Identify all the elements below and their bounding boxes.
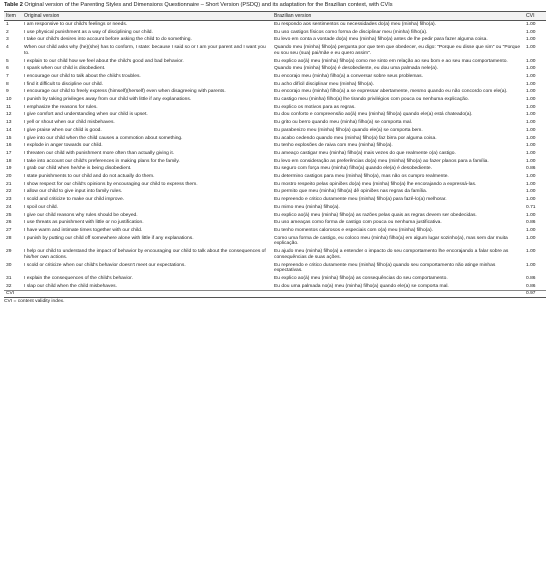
item-number: 1 [6, 22, 9, 27]
table-row [4, 135, 546, 143]
table-row [4, 150, 546, 158]
table-row [4, 248, 546, 261]
table-row [4, 173, 546, 181]
item-number: 4 [6, 45, 9, 51]
original-text: I scold and criticize to make our child improve. [24, 197, 125, 203]
item-number: 19 [6, 166, 12, 172]
brazilian-text: Eu grito ou berro quando meu (minha) filho(a) se comporta mal. [274, 120, 413, 126]
original-text: I allow our child to give input into family rules. [24, 189, 123, 195]
table-header-row [4, 12, 546, 21]
table-row [4, 275, 546, 283]
cvi-value: 1.00 [526, 174, 536, 180]
table-caption [4, 2, 546, 9]
brazilian-text: Eu explico ao(à) meu (minha) filho(a) como me sinto em relação ao seu bom e ao seu mau comportamento. [274, 58, 508, 64]
original-text: I have warm and intimate times together with our child. [24, 227, 143, 233]
table-row [4, 104, 546, 112]
brazilian-text: Quando meu (minha) filho(a) pergunta por que tem que obedecer, eu digo: "Porque eu disse que sim" ou "Porque eu sou seu (sua) pai/mãe e eu quero assim". [274, 45, 521, 56]
cvi-value: 1.00 [526, 45, 536, 51]
table-footnote: CVI = content validity index. [4, 299, 65, 305]
original-text: I explode in anger towards our child. [24, 143, 103, 149]
original-text: I state punishments to our child and do not actually do them. [24, 174, 155, 180]
item-number: 7 [6, 73, 9, 79]
table-row [4, 188, 546, 196]
original-text: I show respect for our child's opinions by encouraging our child to express them. [24, 181, 198, 187]
header-original: Original version [22, 12, 272, 21]
table-row [4, 196, 546, 204]
brazilian-text: Eu ameaço castigar meu (minha) filho(a) mais vezes do que realmente o(a) castigo. [274, 150, 456, 156]
brazilian-text: Eu seguro com força meu (minha) filho(a) quando ele(a) é desobediente. [274, 166, 432, 172]
brazilian-text: Eu explico ao(à) meu (minha) filho(a) as razões pelas quais as regras devem ser obedecidas. [274, 212, 477, 218]
cvi-value: 1.00 [526, 135, 536, 141]
cvi-value: 0.86 [526, 275, 536, 281]
original-text: I give comfort and understanding when our child is upset. [24, 112, 148, 118]
table-row [4, 111, 546, 119]
brazilian-text: Eu repreendo e critico duramente meu (minha) filho(a) quando seu comportamento não atinge minhas expectativas. [274, 262, 496, 274]
brazilian-text: Eu castigo meu (minha) filho(a) lhe tirando privilégios com pouca ou nenhuma explicação. [274, 97, 469, 103]
table-figure [4, 0, 546, 305]
item-number: 22 [6, 189, 12, 195]
table-row [4, 283, 546, 291]
brazilian-text: Eu dou uma palmada no(a) meu (minha) filho(a) quando ele(a) se comporta mal. [274, 283, 449, 289]
item-number: 21 [6, 181, 12, 187]
cvi-value: 0.86 [526, 166, 536, 172]
header-cvi: CVI [524, 12, 546, 21]
table-row [4, 181, 546, 189]
original-text: I encourage our child to talk about the child's troubles. [24, 73, 141, 79]
cvi-value: 1.00 [526, 189, 536, 195]
item-number: 30 [6, 262, 12, 268]
brazilian-text: Eu mimo meu (minha) filho(a). [274, 204, 340, 210]
brazilian-text: Eu explico ao(à) meu (minha) filho(a) as consequências do seu comportamento. [274, 275, 448, 281]
item-number: 6 [6, 66, 9, 72]
cvi-value: 1.00 [526, 104, 536, 110]
table-row [4, 73, 546, 81]
summary-spacer [272, 291, 524, 298]
header-brazilian: Brazilian version [272, 12, 524, 21]
brazilian-text: Eu determino castigos para meu (minha) filho(a), mas não os cumpro realmente. [274, 174, 449, 180]
cvi-value: 1.00 [526, 150, 536, 156]
original-text: I use threats as punishment with little or no justification. [24, 220, 144, 226]
cvi-value: 1.00 [526, 212, 536, 218]
item-number: 23 [6, 197, 12, 203]
table-row [4, 81, 546, 89]
brazilian-text: Eu respondo aos sentimentos ou necessidades do(a) meu (minha) filho(a). [274, 22, 437, 27]
item-number: 25 [6, 212, 12, 218]
cvi-value: 1.00 [526, 143, 536, 149]
item-number: 11 [6, 104, 12, 110]
original-text: I punish by taking privileges away from our child with little if any explanations. [24, 97, 192, 103]
item-number: 32 [6, 283, 12, 289]
cvi-value: 1.00 [526, 29, 536, 35]
table-row [4, 212, 546, 220]
item-number: 2 [6, 29, 9, 35]
cvi-value: 1.00 [526, 127, 536, 133]
table-row [4, 262, 546, 275]
brazilian-text: Eu tenho momentos calorosos e especiais com o(a) meu (minha) filho(a). [274, 227, 434, 233]
brazilian-text: Eu tenho explosões de raiva com meu (minha) filho(a). [274, 143, 393, 149]
cvi-value: 0.86 [526, 220, 536, 226]
brazilian-text: Eu uso ameaças como forma de castigo com pouca ou nenhuma justificativa. [274, 220, 442, 226]
table-row [4, 227, 546, 235]
summary-row [4, 291, 546, 298]
cvi-value: 1.00 [526, 73, 536, 79]
item-number: 15 [6, 135, 12, 141]
brazilian-text: Eu levo em consideração as preferências do(a) meu (minha) filho(a) ao fazer planos para a família. [274, 158, 489, 164]
table-row [4, 219, 546, 227]
table-row [4, 65, 546, 73]
summary-value: 0.97 [524, 291, 546, 298]
brazilian-text: Eu acho difícil disciplinar meu (minha) filho(a). [274, 81, 375, 87]
cvi-value: 1.00 [526, 66, 536, 72]
cvi-value: 1.00 [526, 227, 536, 233]
cvi-value: 1.00 [526, 120, 536, 126]
brazilian-text: Eu ajudo meu (minha) filho(a) a entender o impacto do seu comportamento lhe encorajando a falar sobre as consequências de suas ações. [274, 249, 509, 260]
item-number: 17 [6, 150, 12, 156]
original-text: When our child asks why (he)(she) has to conform, I state: because I said so or I am your parent and I want you to. [24, 45, 266, 56]
item-number: 3 [6, 37, 9, 43]
item-number: 18 [6, 158, 12, 164]
item-number: 12 [6, 112, 12, 118]
cvi-value: 1.00 [526, 262, 536, 268]
cvi-value: 1.00 [526, 89, 536, 95]
original-text: I am responsive to our child's feelings or needs. [24, 22, 128, 27]
item-number: 14 [6, 127, 12, 133]
table-title: Original version of the Parenting Styles and Dimensions Questionnaire – Short Version (PSDQ) and its adaptation for the Brazilian context, with CVIs [24, 2, 393, 8]
original-text: I use physical punishment as a way of disciplining our child. [24, 29, 153, 35]
cvi-value: 1.00 [526, 112, 536, 118]
original-text: I help our child to understand the impact of behavior by encouraging our child to talk about the consequences of his/her own actions. [24, 249, 266, 260]
item-number: 27 [6, 227, 12, 233]
table-row [4, 142, 546, 150]
original-text: I explain the consequences of the child's behavior. [24, 275, 133, 281]
summary-label: CVI [4, 291, 22, 298]
table-body [4, 21, 546, 298]
header-item: Item [4, 12, 22, 21]
original-text: I spoil our child. [24, 204, 58, 210]
cvi-value: 1.00 [526, 97, 536, 103]
cvi-value: 1.00 [526, 81, 536, 87]
brazilian-text: Eu encorajo meu (minha) filho(a) a conversar sobre seus problemas. [274, 73, 423, 79]
brazilian-text: Eu levo em conta a vontade do(a) meu (minha) filho(a) antes de lhe pedir para fazer alguma coisa. [274, 37, 488, 43]
item-number: 8 [6, 81, 9, 87]
original-text: I give into our child when the child causes a commotion about something. [24, 135, 183, 141]
cvi-value: 1.00 [526, 249, 536, 255]
item-number: 24 [6, 204, 12, 210]
brazilian-text: Eu acabo cedendo quando meu (minha) filho(a) faz birra por alguma coisa. [274, 135, 437, 141]
item-number: 29 [6, 249, 12, 255]
item-number: 9 [6, 89, 9, 95]
item-number: 10 [6, 97, 12, 103]
original-text: I spank when our child is disobedient. [24, 66, 106, 72]
cvi-value: 1.00 [526, 158, 536, 164]
original-text: I give praise when our child is good. [24, 127, 102, 133]
brazilian-text: Eu repreendo e critico duramente meu (minha) filho(a) para fazê-lo(a) melhorar. [274, 197, 447, 203]
cvi-value: 1.00 [526, 197, 536, 203]
original-text: I take into account our child's preferences in making plans for the family. [24, 158, 180, 164]
table-row [4, 44, 546, 57]
table-label: Table 2 [4, 2, 23, 8]
table-row [4, 58, 546, 66]
table-row [4, 29, 546, 37]
brazilian-text: Como uma forma de castigo, eu coloco meu (minha) filho(a) em algum lugar sozinho(a), mas sem dar muita explicação. [274, 235, 508, 247]
item-number: 16 [6, 143, 12, 149]
table-row [4, 119, 546, 127]
item-number: 26 [6, 220, 12, 226]
brazilian-text: Eu parabenizo meu (minha) filho(a) quando ele(a) se comporta bem. [274, 127, 423, 133]
cvi-value: 1.00 [526, 22, 536, 27]
original-text: I give our child reasons why rules should be obeyed. [24, 212, 138, 218]
table-row [4, 88, 546, 96]
original-text: I yell or shout when our child misbehaves. [24, 120, 115, 126]
table-row [4, 96, 546, 104]
cvi-value: 1.00 [526, 58, 536, 64]
brazilian-text: Eu mostro respeito pelas opiniões do(a) meu (minha) filho(a) lhe encorajando a expressá-las. [274, 181, 477, 187]
brazilian-text: Eu uso castigos físicos como forma de disciplinar meu (minha) filho(a). [274, 29, 428, 35]
original-text: I emphasize the reasons for rules. [24, 104, 98, 110]
table-row [4, 36, 546, 44]
brazilian-text: Eu encorajo meu (minha) filho(a) a se expressar abertamente, mesmo quando eu não concordo com ele(a). [274, 89, 508, 95]
brazilian-text: Eu explico os motivos para as regras. [274, 104, 356, 110]
item-number: 13 [6, 120, 12, 126]
original-text: I take our child's desires into account before asking the child to do something. [24, 37, 192, 43]
cvi-value: 1.00 [526, 37, 536, 43]
table-row [4, 158, 546, 166]
brazilian-text: Eu permito que meu (minha) filho(a) dê opiniões nas regras da família. [274, 189, 428, 195]
cvi-value: 1.00 [526, 181, 536, 187]
item-number: 5 [6, 58, 9, 64]
original-text: I encourage our child to freely express (himself)(herself) even when disagreeing with parents. [24, 89, 226, 95]
original-text: I threaten our child with punishment more often than actually giving it. [24, 150, 175, 156]
table-row [4, 21, 546, 29]
table-row [4, 235, 546, 248]
item-number: 31 [6, 275, 12, 281]
cvi-value: 1.00 [526, 235, 536, 241]
original-text: I scold or criticize when our child's behavior doesn't meet our expectations. [24, 262, 186, 268]
cvi-value: 0.71 [526, 204, 536, 210]
table-row [4, 165, 546, 173]
original-text: I punish by putting our child off somewhere alone with little if any explanations. [24, 235, 194, 241]
psdq-table [4, 11, 546, 298]
original-text: I explain to our child how we feel about the child's good and bad behavior. [24, 58, 184, 64]
original-text: I find it difficult to discipline our child. [24, 81, 104, 87]
table-row [4, 204, 546, 212]
table-row [4, 127, 546, 135]
brazilian-text: Quando meu (minha) filho(a) é desobediente, eu dou uma palmada nele(a). [274, 66, 438, 72]
cvi-value: 0.86 [526, 283, 536, 289]
item-number: 20 [6, 174, 12, 180]
brazilian-text: Eu dou conforto e compreensão ao(à) meu (minha) filho(a) quando ele(a) está chateado(a). [274, 112, 473, 118]
original-text: I slap our child when the child misbehaves. [24, 283, 117, 289]
summary-spacer [22, 291, 272, 298]
item-number: 28 [6, 235, 12, 241]
original-text: I grab our child when he/she is being disobedient. [24, 166, 132, 172]
